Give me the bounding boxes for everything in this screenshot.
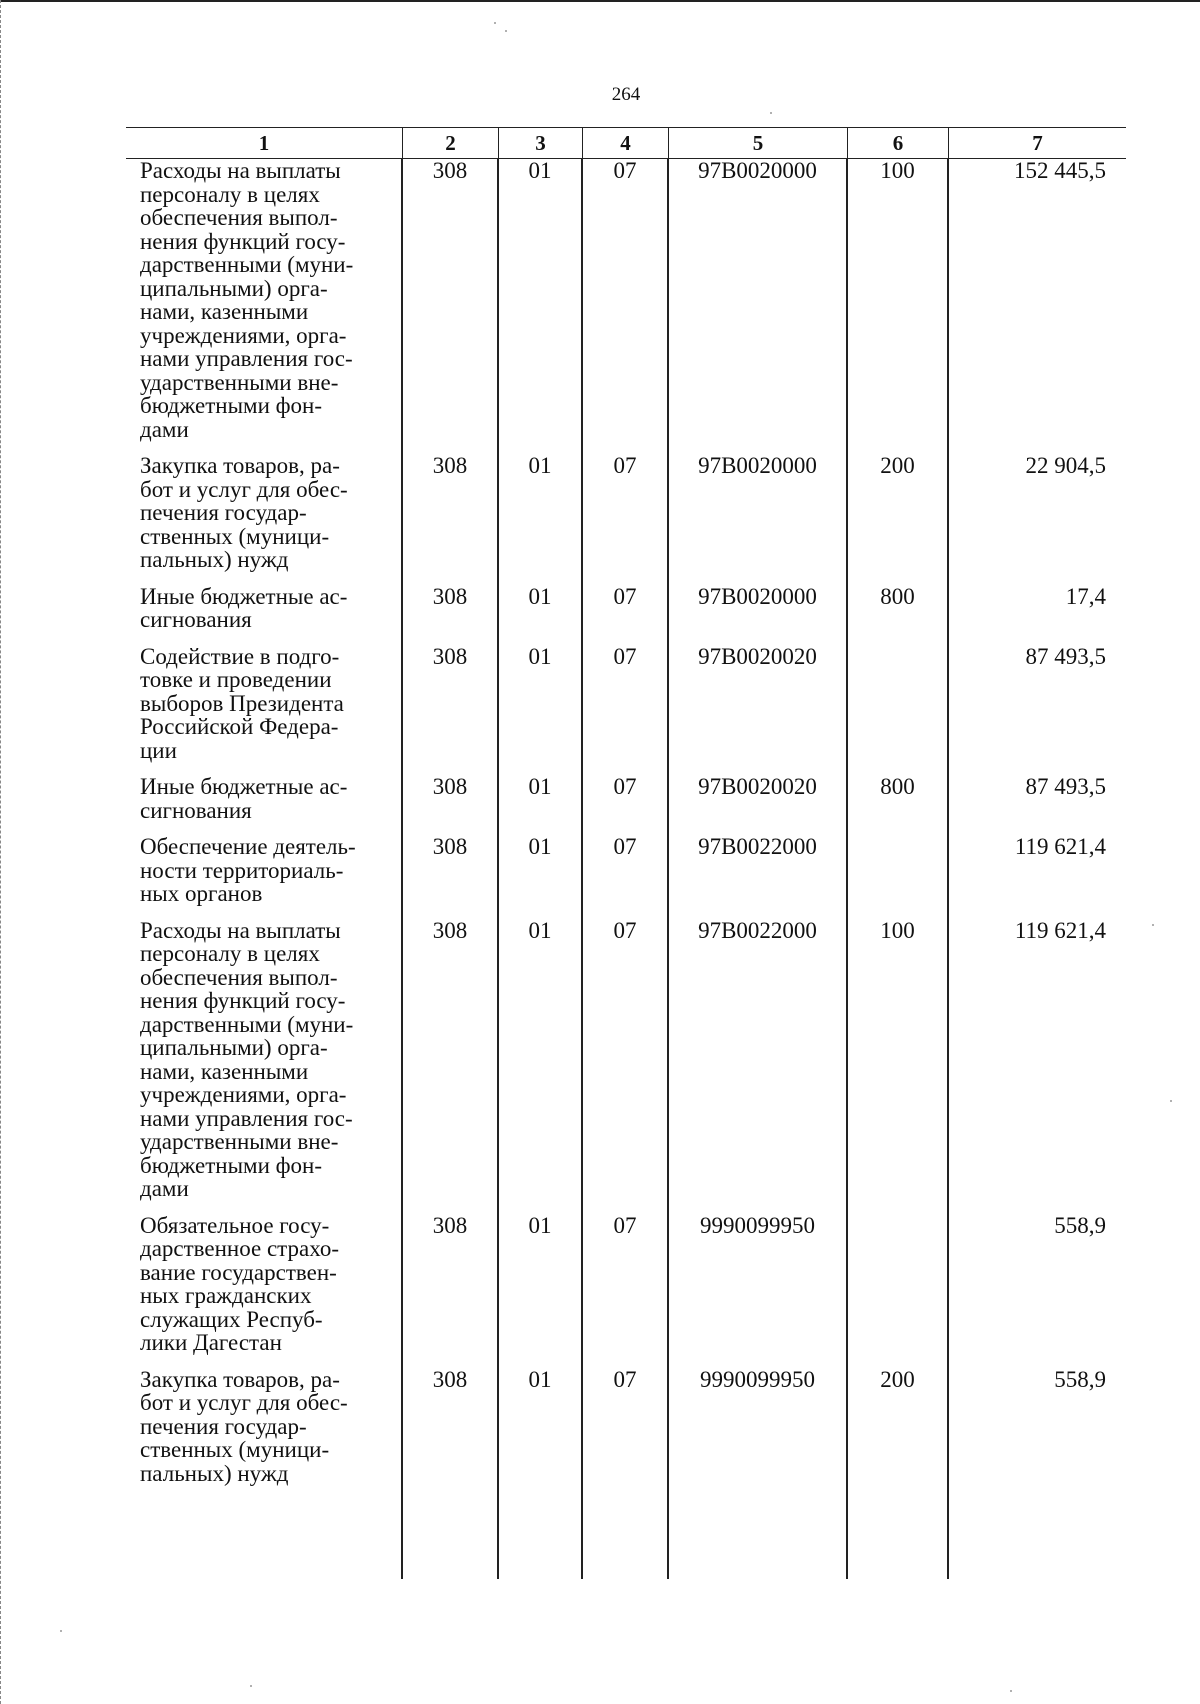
table-row [126, 454, 1126, 585]
row-col-2: 308 [432, 1366, 468, 1392]
row-col-2: 308 [432, 158, 468, 183]
table-row [126, 1368, 1126, 1499]
row-col-6: 100 [880, 158, 915, 183]
row-col-4: 07 [613, 917, 637, 943]
row-col-4: 07 [613, 453, 637, 478]
row-col-4: 07 [613, 1212, 637, 1238]
page-number: 264 [611, 84, 641, 105]
row-col-3: 01 [528, 1366, 552, 1392]
table-header-row [126, 127, 1126, 159]
row-col-5: 9990099950 [700, 1212, 815, 1238]
row-col-6: 800 [880, 774, 915, 799]
row-amount: 152 445,5 [1014, 158, 1106, 183]
row-amount: 87 493,5 [1025, 643, 1106, 669]
header-col-1: 1 [258, 130, 270, 155]
row-description: Обеспечение деятель- ности территориаль- ных органов [140, 834, 356, 906]
row-description: Расходы на выплаты персоналу в целях обеспечения выпол- нения функций госу- дарственными (муни- ципальными) орга- нами, казенными учреждениями, орга- нами управления гос- ударственными вне- бюджетными фон- дами [140, 917, 354, 1201]
scan-speck [1170, 1100, 1172, 1102]
row-col-2: 308 [432, 453, 468, 478]
row-col-3: 01 [528, 583, 552, 609]
column-divider [846, 159, 848, 1579]
table-body [126, 159, 1126, 1498]
scan-edge-top [0, 0, 1200, 2]
row-col-6 [847, 835, 948, 906]
scan-edge-left [0, 0, 2, 1704]
column-divider [497, 159, 499, 1579]
row-col-6: 200 [880, 1366, 915, 1392]
row-col-3: 01 [528, 453, 552, 478]
row-col-6 [847, 1214, 948, 1355]
row-col-2: 308 [432, 774, 468, 799]
table-row [126, 585, 1126, 645]
table-row [126, 159, 1126, 454]
row-col-4: 07 [613, 774, 637, 799]
table-row [126, 1214, 1126, 1368]
column-divider [947, 159, 949, 1579]
column-divider [401, 159, 403, 1579]
row-description: Иные бюджетные ас- сигнования [140, 583, 348, 632]
row-col-6: 800 [880, 583, 915, 609]
row-col-3: 01 [528, 158, 552, 183]
table-row [126, 919, 1126, 1214]
header-col-7: 7 [948, 128, 1126, 158]
row-col-3: 01 [528, 1212, 552, 1238]
row-col-2: 308 [432, 643, 468, 669]
scan-speck [1010, 1690, 1012, 1692]
row-col-5: 97В0020000 [698, 158, 817, 183]
row-col-4: 07 [613, 158, 637, 183]
row-description: Расходы на выплаты персоналу в целях обеспечения выпол- нения функций госу- дарственными (муни- ципальными) орга- нами, казенными учреждениями, орга- нами управления гос- ударственными вне- бюджетными фон- дами [140, 158, 354, 442]
header-col-3: 3 [498, 128, 582, 158]
row-col-2: 308 [432, 583, 468, 609]
row-amount: 17,4 [1065, 583, 1106, 609]
table-row [126, 645, 1126, 776]
scan-speck [494, 22, 496, 24]
table-row [126, 835, 1126, 919]
row-col-6: 100 [880, 917, 915, 943]
scan-speck [60, 1630, 62, 1632]
row-amount: 558,9 [1054, 1212, 1106, 1238]
row-col-2: 308 [432, 917, 468, 943]
header-col-2: 2 [402, 128, 498, 158]
row-col-4: 07 [613, 643, 637, 669]
header-col-6: 6 [847, 128, 948, 158]
row-col-5: 9990099950 [700, 1366, 815, 1392]
row-col-5: 97В0022000 [698, 834, 817, 859]
row-amount: 87 493,5 [1025, 774, 1106, 799]
row-col-3: 01 [528, 774, 552, 799]
row-description: Закупка товаров, ра- бот и услуг для обес- печения государ- ственных (муници- пальных) нужд [140, 1366, 348, 1486]
row-description: Закупка товаров, ра- бот и услуг для обес- печения государ- ственных (муници- пальных) нужд [140, 453, 348, 572]
row-col-5: 97В0020020 [698, 643, 817, 669]
scan-speck [1152, 924, 1154, 926]
scan-speck [770, 112, 772, 114]
scan-speck [250, 1685, 252, 1687]
row-col-5: 97В0020000 [698, 453, 817, 478]
row-col-2: 308 [432, 834, 468, 859]
table-row [126, 775, 1126, 835]
row-amount: 558,9 [1054, 1366, 1106, 1392]
row-col-5: 97В0020000 [698, 583, 817, 609]
column-divider [581, 159, 583, 1579]
row-col-6 [847, 645, 948, 763]
header-col-5: 5 [668, 128, 847, 158]
row-description: Обязательное госу- дарственное страхо- вание государствен- ных гражданских служащих Респуб- лики Дагестан [140, 1212, 339, 1355]
row-description: Содействие в подго- товке и проведении выборов Президента Российской Федера- ции [140, 643, 344, 763]
row-amount: 22 904,5 [1025, 453, 1106, 478]
row-col-4: 07 [613, 1366, 637, 1392]
row-col-5: 97В0020020 [698, 774, 817, 799]
budget-table [126, 127, 1126, 1498]
row-col-4: 07 [613, 583, 637, 609]
row-amount: 119 621,4 [1014, 834, 1106, 859]
scan-speck [505, 30, 507, 32]
row-col-2: 308 [432, 1212, 468, 1238]
row-col-3: 01 [528, 643, 552, 669]
row-col-3: 01 [528, 917, 552, 943]
row-amount: 119 621,4 [1014, 917, 1106, 943]
row-col-5: 97В0022000 [698, 917, 817, 943]
row-col-6: 200 [880, 453, 915, 478]
header-col-4: 4 [582, 128, 668, 158]
row-description: Иные бюджетные ас- сигнования [140, 774, 348, 823]
column-divider [667, 159, 669, 1579]
row-col-3: 01 [528, 834, 552, 859]
row-col-4: 07 [613, 834, 637, 859]
